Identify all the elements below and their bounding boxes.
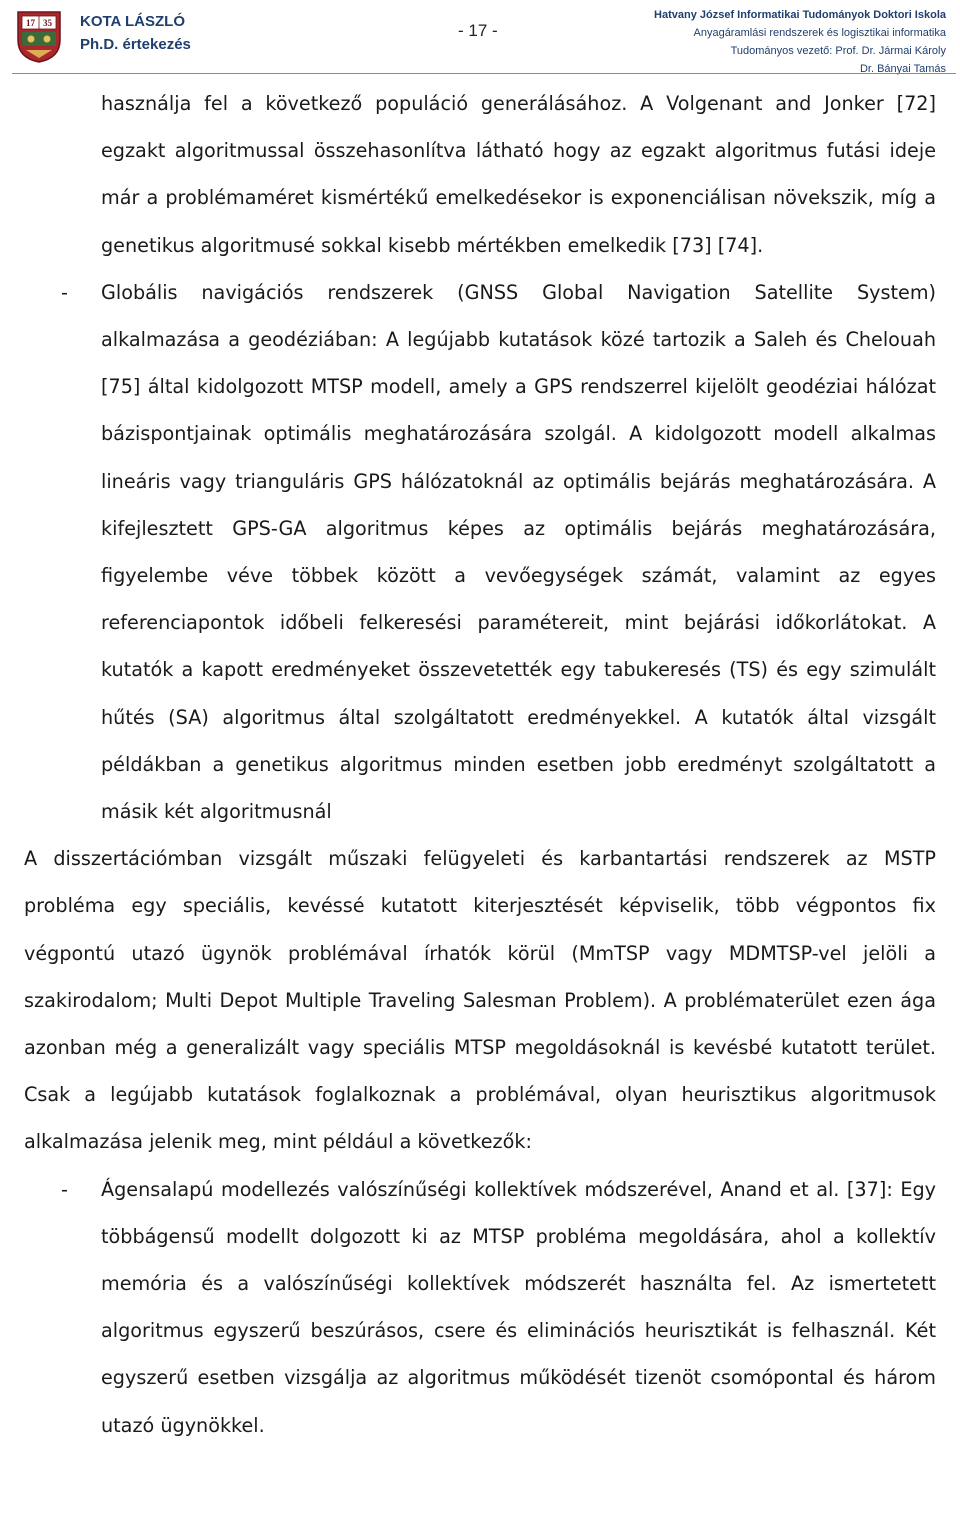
page-number: - 17 - (458, 21, 498, 40)
list-item-gnss (24, 269, 936, 835)
program-name: Anyagáramlási rendszerek és logisztikai informatika (693, 27, 946, 39)
thesis-type: Ph.D. értekezés (80, 36, 191, 53)
supervisor: Tudományos vezető: Prof. Dr. Jármai Károly (730, 45, 946, 57)
list-item-agent-based (24, 1166, 936, 1449)
doctoral-school: Hatvany József Informatikai Tudományok Doktori Iskola (654, 9, 946, 21)
crest-year-left: 17 (26, 18, 35, 28)
header-rule (12, 73, 956, 74)
co-supervisor: Dr. Bányai Tamás (859, 63, 946, 75)
header-author-block (80, 10, 191, 56)
list-bullet-dash: - (61, 1177, 68, 1201)
list-item-text: Globális navigációs rendszerek (GNSS Global Navigation Satellite System) alkalmazása a geodéziában: A legújabb kutatások közé tartozik a Saleh és Chelouah [75] által kidolgozott MTSP modell, amely a GPS rendszerrel kijelölt geodéziai hálózat bázispontjainak optimális meghatározására szolgál. A kidolgozott modell alkalmas lineáris vagy trianguláris GPS hálózatoknál az optimális bejárás meghatározására. A kifejlesztett GPS-GA algoritmus képes az optimális bejárás meghatározására, figyelembe véve többek között a vevőegységek számát, valamint az egyes referenciapontok időbeli felkeresési paramétereit, mint bejárási időkorlátokat. A kutatók a kapott eredményeket összevetették egy tabukeresés (TS) és egy szimulált hűtés (SA) algoritmus által szolgáltatott eredményekkel. A kutatók által vizsgált példákban a genetikus algoritmus minden esetben jobb eredményt szolgáltatott a másik két algoritmusnál (101, 280, 936, 824)
paragraph-main: A disszertációmban vizsgált műszaki felügyeleti és karbantartási rendszerek az MSTP probléma egy speciális, kevéssé kutatott kiterjesztését képviselik, több végpontos fix végpontú utazó ügynök problémával írhatók körül (MmTSP vagy MDMTSP-vel jelöli a szakirodalom; Multi Depot Multiple Traveling Salesman Problem). A problématerület ezen ága azonban még a generalizált vagy speciális MTSP megoldásoknál is kevésbé kutatott terület. Csak a legújabb kutatások foglalkoznak a problémával, olyan heurisztikus algoritmusok alkalmazása jelenik meg, mint például a következők: (24, 847, 936, 1154)
list-item-text: Ágensalapú modellezés valószínűségi kollektívek módszerével, Anand et al. [37]: Egy többágensű modellt dolgozott ki az MTSP probléma megoldására, ahol a kollektív memória és a valószínűségi kollektívek módszerét használta fel. Az ismertetett algoritmus egyszerű beszúrásos, csere és eliminációs heurisztikát is felhasznál. Két egyszerű esetben vizsgálja az algoritmus működését tizenöt csomópontal és három utazó ügynökkel. (101, 1177, 936, 1437)
header-institution-block (654, 6, 946, 78)
page-header (0, 0, 960, 76)
university-crest-logo (14, 8, 64, 64)
paragraph-continued: használja fel a következő populáció generálásához. A Volgenant and Jonker [72] egzakt algoritmussal összehasonlítva látható hogy az egzakt algoritmus futási ideje már a problémaméret kismértékű emelkedésekor is exponenciálisan növekszik, míg a genetikus algoritmusé sokkal kisebb mértékben emelkedik [73] [74]. (101, 92, 936, 257)
author-name: KOTA LÁSZLÓ (80, 13, 185, 30)
list-bullet-dash: - (61, 280, 68, 304)
body-text (24, 80, 936, 1449)
crest-year-right: 35 (43, 18, 52, 28)
